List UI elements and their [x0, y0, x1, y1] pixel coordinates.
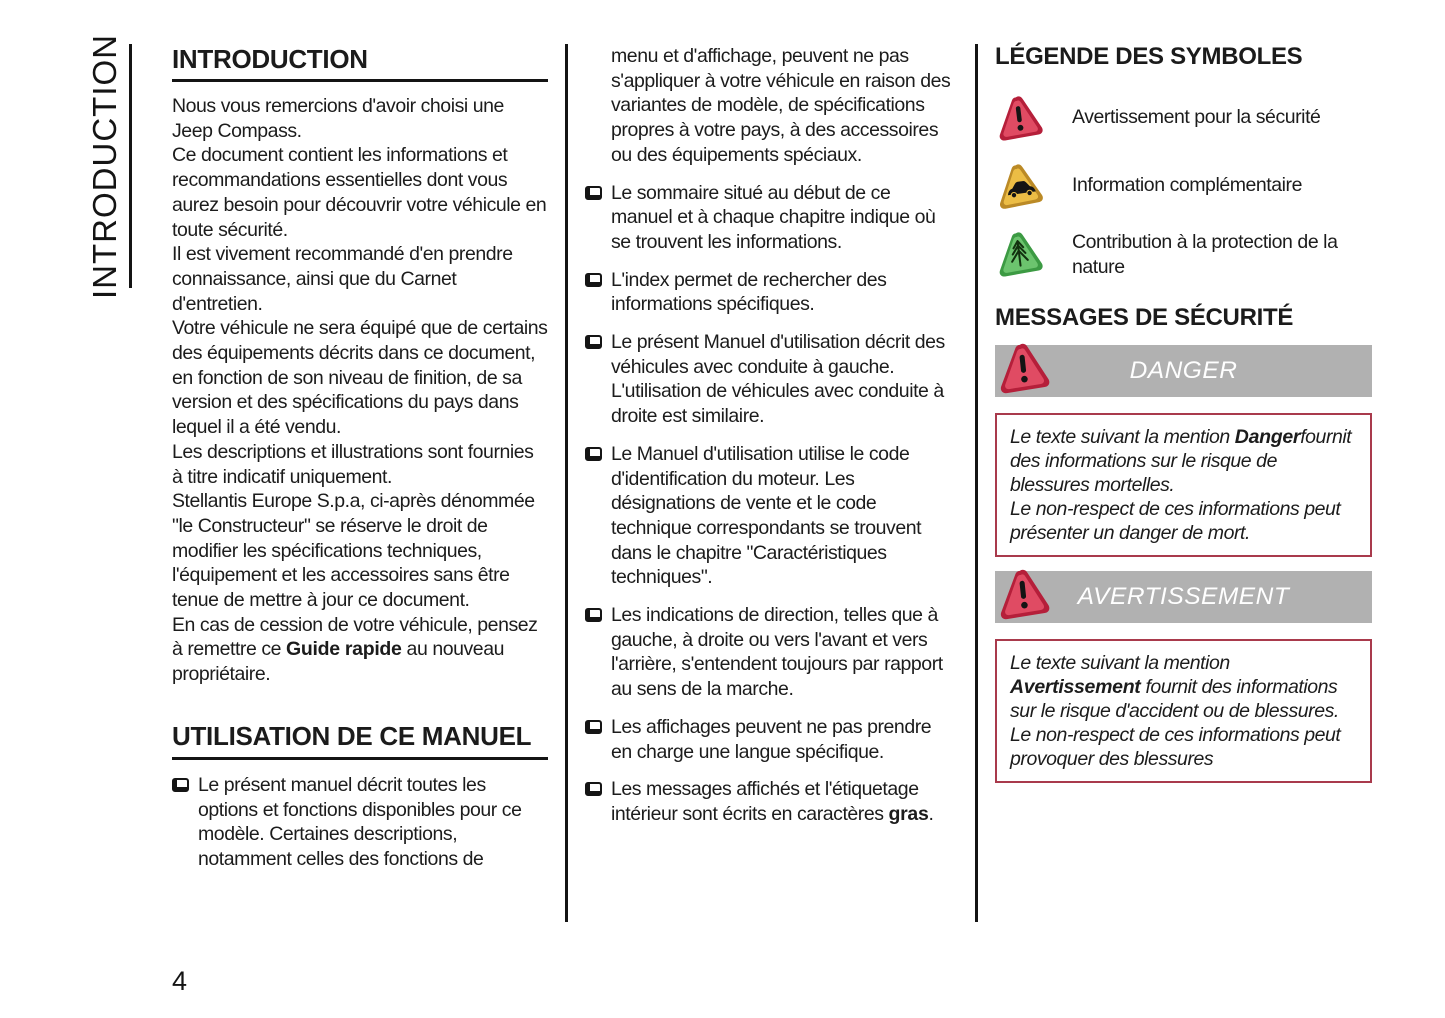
chapter-tab-label: INTRODUCTION [86, 33, 123, 299]
legend-label: Information complémentaire [1072, 173, 1302, 196]
legend-row [995, 162, 1372, 208]
chapter-tab [86, 33, 132, 299]
list-item-text: Le Manuel d'utilisation utilise le code d'identification du moteur. Les désignations de vente et le code technique correspondants se trouvent dans le chapitre "Caractéristiques techniques". [611, 442, 922, 589]
column-divider [975, 44, 978, 922]
checkbox-bullet-icon [172, 778, 189, 792]
note-text: Le texte suivant la mention Dangerfournit des informations sur le risque de blessures mortelles. [1010, 426, 1352, 496]
legend-row [995, 94, 1372, 140]
list-item-text: Le sommaire situé au début de ce manuel et à chaque chapitre indique où se trouvent les informations. [611, 181, 936, 253]
danger-banner [995, 345, 1372, 397]
column-divider [565, 44, 568, 922]
danger-banner-label: DANGER [1129, 357, 1238, 384]
introduction-body [172, 94, 548, 687]
list-item-text: Le présent Manuel d'utilisation décrit des véhicules avec conduite à gauche. L'utilisation de véhicules avec conduite à droite est similaire. [611, 331, 945, 428]
paragraph: En cas de cession de votre véhicule, pensez à remettre ce Guide rapide au nouveau propriétaire. [172, 613, 538, 686]
avertissement-note-box [995, 639, 1372, 783]
safety-warning-triangle-icon [992, 91, 1045, 143]
column-1 [172, 44, 548, 872]
list-item-text: Les indications de direction, telles que à gauche, à droite ou vers l'avant et vers l'arrière, s'entendent toujours par rapport au sens de la marche. [611, 604, 943, 701]
danger-note-box [995, 413, 1372, 557]
checkbox-bullet-icon [585, 720, 602, 734]
list-item-text: Le présent manuel décrit toutes les options et fonctions disponibles pour ce modèle. Certaines descriptions, notamment celles des fonctions de [198, 773, 522, 870]
paragraph: Stellantis Europe S.p.a, ci-après dénommée "le Constructeur" se réserve le droit de modifier les spécifications techniques, l'équipement et les accessoires sans être tenue de mettre à jour ce document. [172, 490, 535, 612]
checkbox-bullet-icon [585, 186, 602, 200]
section-heading-introduction: INTRODUCTION [172, 44, 548, 82]
list-item-text: Les messages affichés et l'étiquetage intérieur sont écrits en caractères gras. [611, 778, 934, 825]
checkbox-bullet-icon [585, 335, 602, 349]
list-item [585, 442, 953, 590]
avertissement-banner [995, 571, 1372, 623]
column-3 [995, 44, 1372, 797]
list-item [585, 268, 953, 317]
paragraph: Les descriptions et illustrations sont fournies à titre indicatif uniquement. [172, 440, 534, 488]
section-heading-messages: MESSAGES DE SÉCURITÉ [995, 304, 1294, 331]
list-item [585, 777, 953, 826]
note-text: Le non-respect de ces informations peut présenter un danger de mort. [1010, 498, 1341, 544]
paragraph: Nous vous remercions d'avoir choisi une Jeep Compass. [172, 95, 504, 142]
list-item-text: L'index permet de rechercher des informations spécifiques. [611, 268, 887, 316]
paragraph: Ce document contient les informations et recommandations essentielles dont vous aurez besoin pour découvrir votre véhicule en toute sécurité. [172, 144, 547, 241]
checkbox-bullet-icon [585, 273, 602, 287]
supplementary-info-triangle-icon [992, 159, 1046, 211]
checkbox-bullet-icon [585, 782, 602, 796]
paragraph: Votre véhicule ne sera équipé que de certains des équipements décrits dans ce document, en fonction de son niveau de finition, de sa version et des spécifications du pays dans lequel il a été vendu. [172, 317, 548, 439]
section-heading-utilisation: UTILISATION DE CE MANUEL [172, 721, 548, 760]
avertissement-banner-label: AVERTISSEMENT [1077, 583, 1290, 610]
list-item [585, 181, 953, 255]
note-text: Le non-respect de ces informations peut provoquer des blessures [1010, 724, 1341, 770]
checkbox-bullet-icon [585, 447, 602, 461]
list-item [585, 330, 953, 429]
page-number: 4 [172, 966, 188, 996]
continuation-text: menu et d'affichage, peuvent ne pas s'appliquer à votre véhicule en raison des variantes de modèle, de spécifications propres à votre pays, à des accessoires ou des équipements spéciaux. [611, 45, 951, 166]
section-heading-legende: LÉGENDE DES SYMBOLES [995, 43, 1303, 70]
paragraph: Il est vivement recommandé d'en prendre connaissance, ainsi que du Carnet d'entretien. [172, 243, 513, 315]
list-item-text: Les affichages peuvent ne pas prendre en charge une langue spécifique. [611, 715, 932, 763]
legend-row [995, 230, 1372, 279]
nature-protection-triangle-icon [992, 227, 1045, 279]
note-text: Le texte suivant la mention Avertissement fournit des informations sur le risque d'accident ou de blessures. [1010, 652, 1339, 722]
column-2 [585, 44, 953, 827]
legend-label: Contribution à la protection de la nature [1072, 231, 1338, 278]
checkbox-bullet-icon [585, 608, 602, 622]
list-item [585, 715, 953, 764]
list-item [585, 603, 953, 702]
legend-label: Avertissement pour la sécurité [1072, 105, 1321, 128]
list-item [172, 773, 548, 872]
